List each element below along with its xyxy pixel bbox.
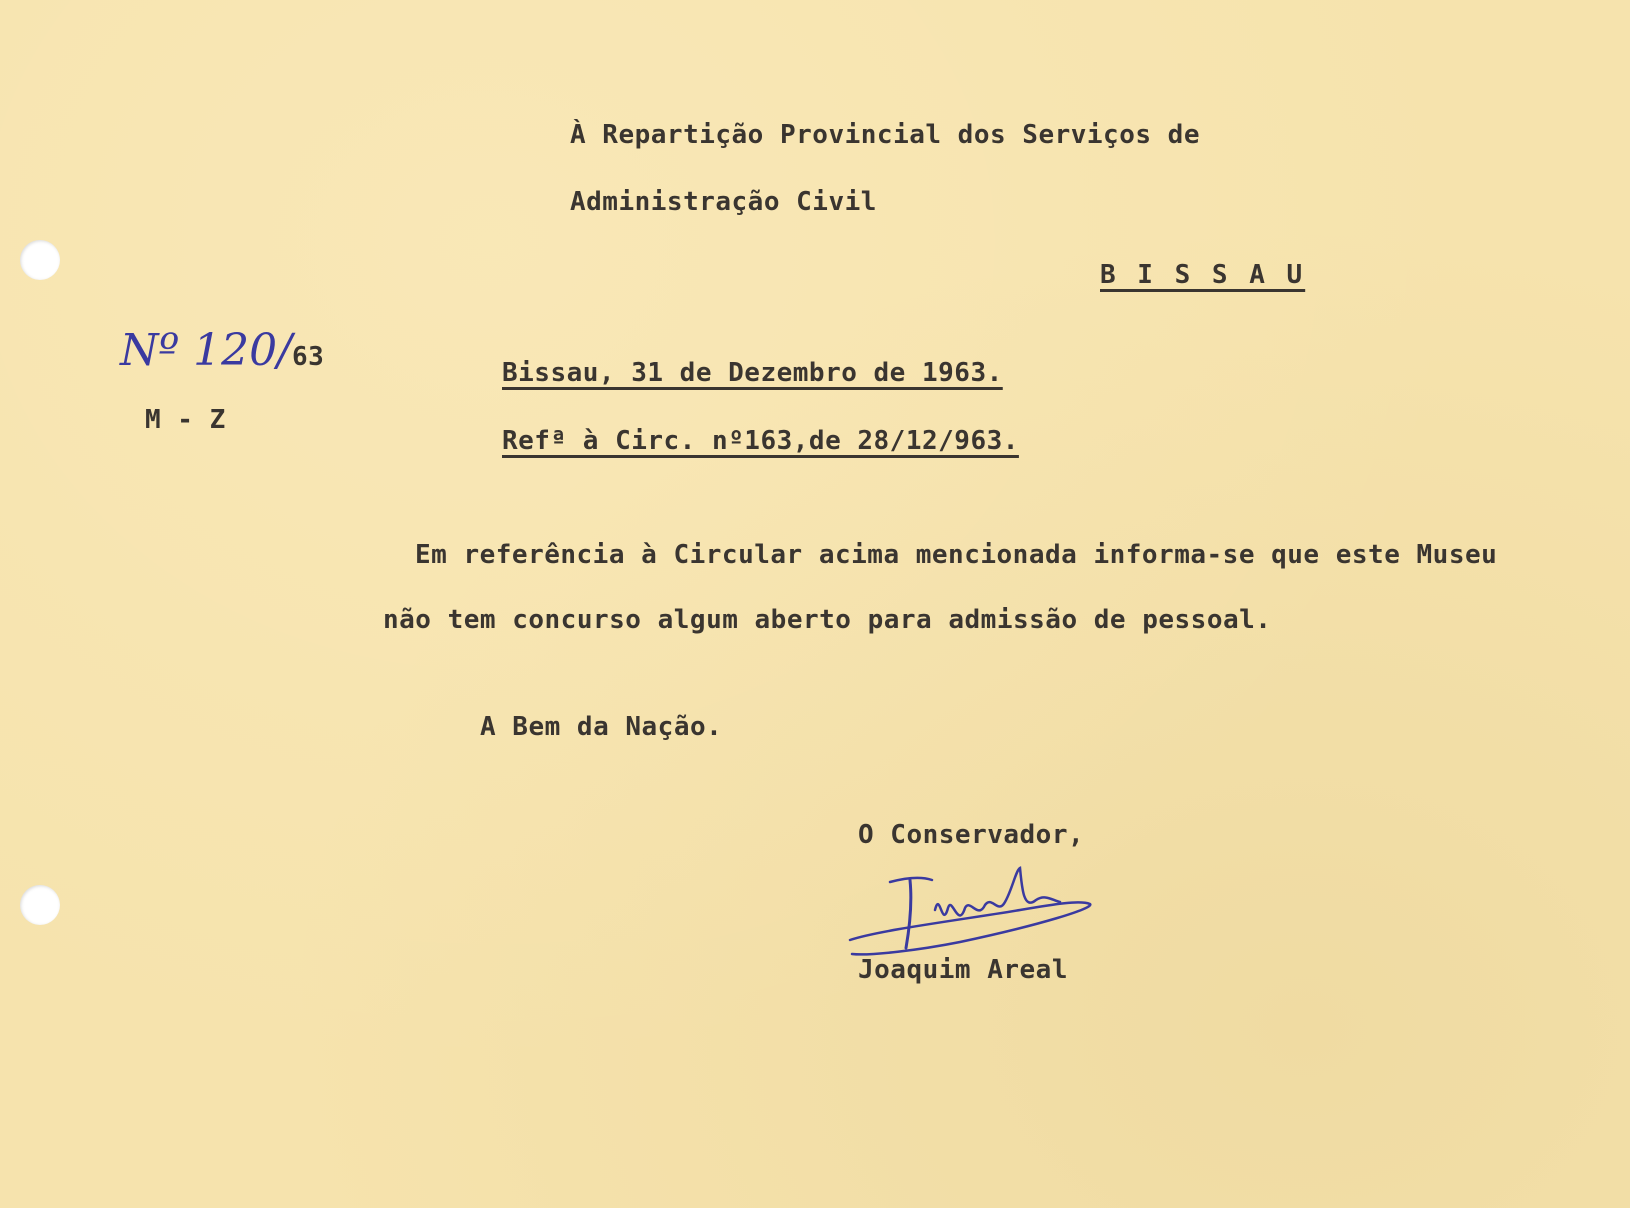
body-line-1: Em referência à Circular acima mencionada informa-se que este Museu	[415, 540, 1498, 570]
date-line: Bissau, 31 de Dezembro de 1963.	[502, 358, 1003, 388]
recipient-line-2: Administração Civil	[570, 187, 877, 217]
punch-hole-bottom	[20, 885, 60, 925]
circular-reference-line: Refª à Circ. nº163,de 28/12/963.	[502, 426, 1019, 456]
recipient-line-1: À Repartição Provincial dos Serviços de	[570, 120, 1200, 150]
salutation: A Bem da Nação.	[480, 712, 723, 742]
punch-hole-top	[20, 240, 60, 280]
reference-number	[120, 325, 324, 376]
handwritten-signature	[840, 860, 1120, 970]
reference-initials: M - Z	[145, 405, 226, 435]
handwritten-number: Nº 120/	[120, 325, 292, 376]
reference-year: 63	[291, 342, 325, 372]
signatory-name: Joaquim Areal	[858, 955, 1068, 985]
recipient-city: B I S S A U	[1100, 260, 1306, 290]
body-line-2: não tem concurso algum aberto para admissão de pessoal.	[383, 605, 1272, 635]
signatory-title: O Conservador,	[858, 820, 1085, 850]
